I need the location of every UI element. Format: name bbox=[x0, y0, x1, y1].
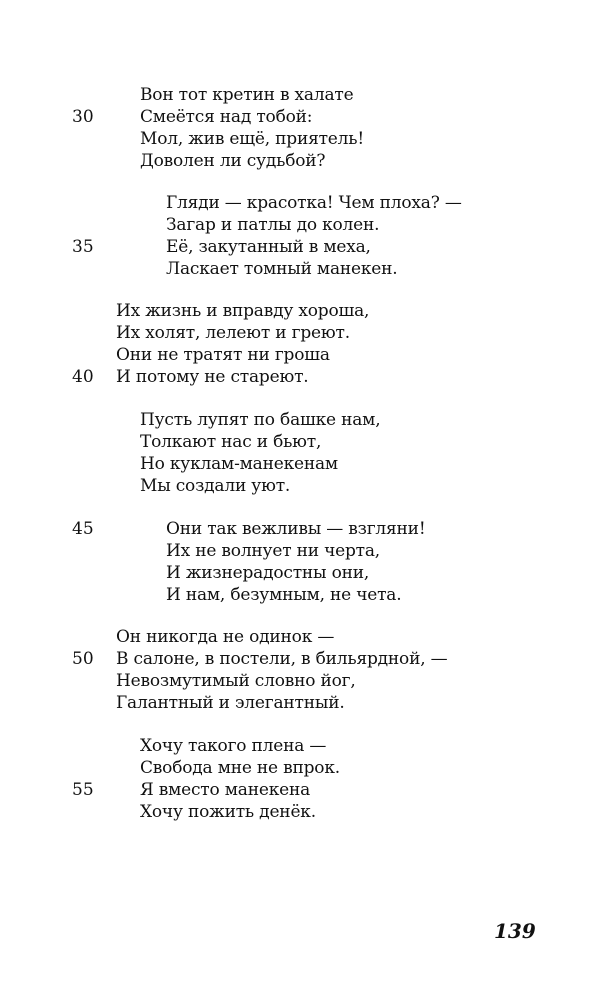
poem-line: Свобода мне не впрок. bbox=[140, 758, 340, 778]
line-number: 35 bbox=[72, 237, 94, 257]
poem-line: Доволен ли судьбой? bbox=[140, 151, 326, 171]
poem-line: Её, закутанный в меха, bbox=[166, 237, 371, 257]
line-number: 30 bbox=[72, 107, 94, 127]
poem-line: И потому не стареют. bbox=[116, 367, 309, 387]
poem-line: Смеётся над тобой: bbox=[140, 107, 313, 127]
poem-line: И нам, безумным, не чета. bbox=[166, 585, 402, 605]
poem-line: Гляди — красотка! Чем плоха? — bbox=[166, 193, 462, 213]
poem-line: Их не волнует ни черта, bbox=[166, 541, 381, 561]
poem-line: Он никогда не одинок — bbox=[116, 627, 335, 647]
poem-line: Их холят, лелеют и греют. bbox=[116, 323, 350, 343]
poem-line: Мол, жив ещё, приятель! bbox=[140, 129, 364, 149]
poem-line: Пусть лупят по башке нам, bbox=[140, 410, 381, 430]
poem-line: Их жизнь и вправду хороша, bbox=[116, 301, 370, 321]
page-number: 139 bbox=[494, 919, 536, 943]
poem-line: Толкают нас и бьют, bbox=[140, 432, 322, 452]
line-number: 40 bbox=[72, 367, 94, 387]
line-number: 55 bbox=[72, 780, 94, 800]
poem-line: Но куклам-манекенам bbox=[140, 454, 338, 474]
poem-line: Они не тратят ни гроша bbox=[116, 345, 330, 365]
line-number: 50 bbox=[72, 649, 94, 669]
poem-line: Ласкает томный манекен. bbox=[166, 259, 398, 279]
poem-line: Вон тот кретин в халате bbox=[140, 85, 354, 105]
poem-line: Они так вежливы — взгляни! bbox=[166, 519, 426, 539]
poem-line: Хочу такого плена — bbox=[140, 736, 327, 756]
poem-line: Галантный и элегантный. bbox=[116, 693, 345, 713]
poem-line: Я вместо манекена bbox=[140, 780, 311, 800]
poem-line: И жизнерадостны они, bbox=[166, 563, 370, 583]
line-number: 45 bbox=[72, 519, 94, 539]
poem-line: Невозмутимый словно йог, bbox=[116, 671, 356, 691]
poem-line: В салоне, в постели, в бильярдной, — bbox=[116, 649, 448, 669]
poem-line: Загар и патлы до колен. bbox=[166, 215, 380, 235]
poem-line: Хочу пожить денёк. bbox=[140, 802, 316, 822]
poem-line: Мы создали уют. bbox=[140, 476, 291, 496]
